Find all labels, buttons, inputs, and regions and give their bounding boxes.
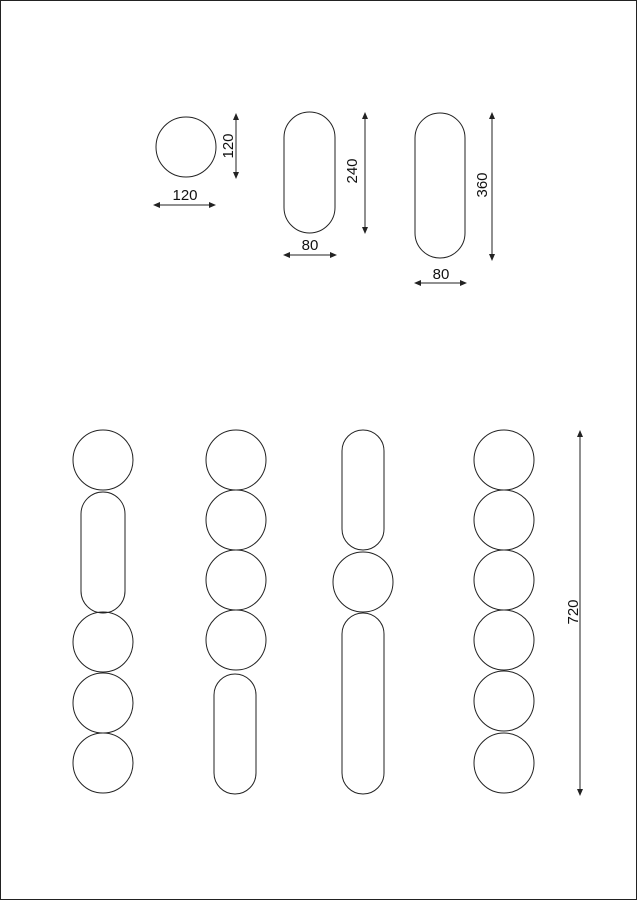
pill-long-height-label: 360 xyxy=(474,172,491,198)
pill-long-width-label: 80 xyxy=(432,266,450,283)
pill-short-height-label: 240 xyxy=(344,158,361,184)
circle-height-label: 120 xyxy=(220,133,237,159)
pill-short-width-label: 80 xyxy=(301,237,319,254)
total-height-label: 720 xyxy=(565,599,582,625)
circle-width-label: 120 xyxy=(172,187,198,204)
sheet-border xyxy=(1,1,637,900)
